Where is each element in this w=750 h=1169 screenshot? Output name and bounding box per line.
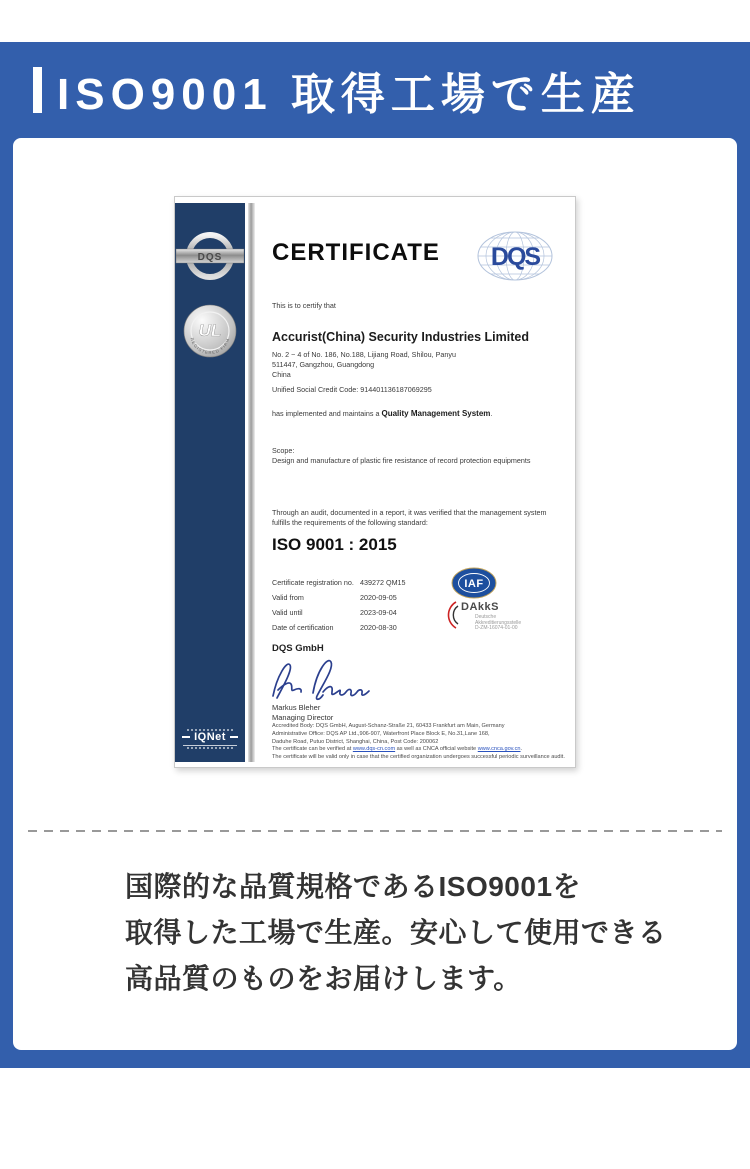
description-line: 国際的な品質規格であるISO9001を bbox=[125, 871, 582, 902]
iqnet-dash bbox=[230, 736, 238, 738]
scope-text: Design and manufacture of plastic fire resistance of record protection equipments bbox=[272, 456, 531, 466]
ul-logo-icon bbox=[182, 303, 238, 359]
footer-text: as well as CNCA official website bbox=[395, 746, 478, 753]
iqnet-label: IQNet bbox=[194, 731, 226, 743]
credit-code-line: Unified Social Credit Code: 914401136187069295 bbox=[272, 385, 432, 394]
signer-name: Markus Bleher bbox=[272, 703, 321, 712]
detail-label: Date of certification bbox=[272, 623, 334, 633]
description-line: 高品質のものをお届けします。 bbox=[125, 963, 522, 994]
detail-value: 439272 QM15 bbox=[360, 578, 406, 587]
page-title: ISO9001 取得工場で生産 bbox=[57, 70, 641, 119]
footer-line: Administrative Office: DQS AP Ltd.,906-907, Waterfront Place Block E, No.31,Lane 168, bbox=[272, 730, 490, 737]
iqnet-underline bbox=[183, 745, 237, 746]
dqs-website-link[interactable]: www.dqs-cn.com bbox=[352, 746, 396, 753]
dqs-ring-logo-icon bbox=[175, 225, 245, 287]
svg-text:UL: UL bbox=[198, 321, 222, 340]
certify-line: This is to certify that bbox=[272, 301, 336, 310]
detail-value: 2020-09-05 bbox=[360, 593, 397, 603]
dakks-label: DAkkS bbox=[461, 601, 499, 613]
section-background bbox=[0, 42, 750, 1068]
footer-line: Accredited Body: DQS GmbH, August-Schanz-Straße 21, 60433 Frankfurt am Main, Germany bbox=[272, 723, 505, 729]
detail-value: 2020-08-30 bbox=[360, 623, 397, 633]
footer-line: Daduhe Road, Putuo District, Shanghai, China, Post Code: 200062 bbox=[272, 738, 439, 745]
address-line: 511447, Gangzhou, Guangdong bbox=[272, 360, 375, 370]
scope-block bbox=[272, 446, 531, 466]
detail-row bbox=[272, 593, 406, 608]
company-name: Accurist(China) Security Industries Limited bbox=[272, 330, 529, 344]
implemented-suffix: . bbox=[490, 409, 493, 418]
scope-label: Scope: bbox=[272, 446, 295, 455]
svg-text:DQS: DQS bbox=[197, 252, 223, 263]
detail-value: 2023-09-04 bbox=[360, 608, 397, 618]
cert-sidebar bbox=[175, 203, 245, 762]
implemented-line bbox=[272, 409, 492, 418]
footer-line bbox=[272, 746, 572, 754]
issuer-name: DQS GmbH bbox=[272, 643, 324, 654]
cert-silver-strip bbox=[248, 203, 255, 762]
cnca-website-link[interactable]: www.cnca.gov.cn bbox=[477, 746, 521, 753]
iqnet-logo-icon bbox=[175, 728, 245, 749]
dakks-logo-icon bbox=[444, 601, 521, 632]
company-address bbox=[272, 350, 456, 381]
signer-title: Managing Director bbox=[272, 712, 334, 722]
standard-name: ISO 9001 : 2015 bbox=[272, 535, 397, 554]
title-accent-bar bbox=[33, 67, 42, 113]
detail-label: Valid from bbox=[272, 593, 304, 603]
svg-text:REGISTERED FIRM: REGISTERED FIRM bbox=[189, 337, 231, 356]
svg-text:IAF: IAF bbox=[464, 578, 484, 590]
implemented-bold: Quality Management System bbox=[381, 409, 491, 418]
detail-row bbox=[272, 623, 406, 638]
implemented-prefix: has implemented and maintains a bbox=[272, 409, 382, 418]
address-line: No. 2 ~ 4 of No. 186, No.188, Lijiang Road, Shilou, Panyu bbox=[272, 350, 457, 359]
dakks-subline: D-ZM-16074-01-00 bbox=[475, 625, 518, 632]
content-card bbox=[13, 138, 737, 1050]
dakks-subline: Akkreditierungsstelle bbox=[475, 619, 522, 626]
footer-text: . bbox=[520, 746, 523, 753]
detail-label: Certificate registration no. bbox=[272, 578, 354, 587]
iaf-logo-icon bbox=[451, 567, 497, 599]
certificate-image bbox=[174, 196, 576, 768]
signature-image bbox=[265, 652, 385, 704]
cert-title: CERTIFICATE bbox=[272, 239, 440, 266]
address-line: China bbox=[272, 370, 291, 380]
header-band bbox=[0, 42, 750, 138]
audit-statement bbox=[272, 508, 546, 528]
dashed-divider bbox=[28, 830, 722, 832]
dqs-globe-logo-icon bbox=[475, 229, 555, 285]
detail-row bbox=[272, 578, 406, 593]
description-line: 取得した工場で生産。安心して使用できる bbox=[125, 917, 667, 948]
detail-row bbox=[272, 608, 406, 623]
iqnet-microtext bbox=[187, 747, 233, 749]
dakks-arcs-icon bbox=[444, 601, 459, 629]
cert-footer bbox=[272, 723, 572, 762]
signer-block bbox=[272, 703, 333, 722]
footer-text: The certificate can be verified at bbox=[272, 746, 353, 753]
detail-label: Valid until bbox=[272, 608, 303, 618]
svg-text:DQS: DQS bbox=[490, 243, 540, 271]
iqnet-dash bbox=[182, 736, 190, 738]
dakks-subline: Deutsche bbox=[475, 614, 497, 620]
audit-line: Through an audit, documented in a report, it was verified that the management system bbox=[272, 508, 547, 517]
details-table bbox=[272, 578, 406, 638]
footer-line: The certificate will be valid only in case that the certified organization undergoes successful periodic surveillance audit. bbox=[272, 754, 565, 761]
description-text bbox=[125, 864, 711, 1002]
audit-line: fulfills the requirements of the following standard: bbox=[272, 518, 428, 528]
